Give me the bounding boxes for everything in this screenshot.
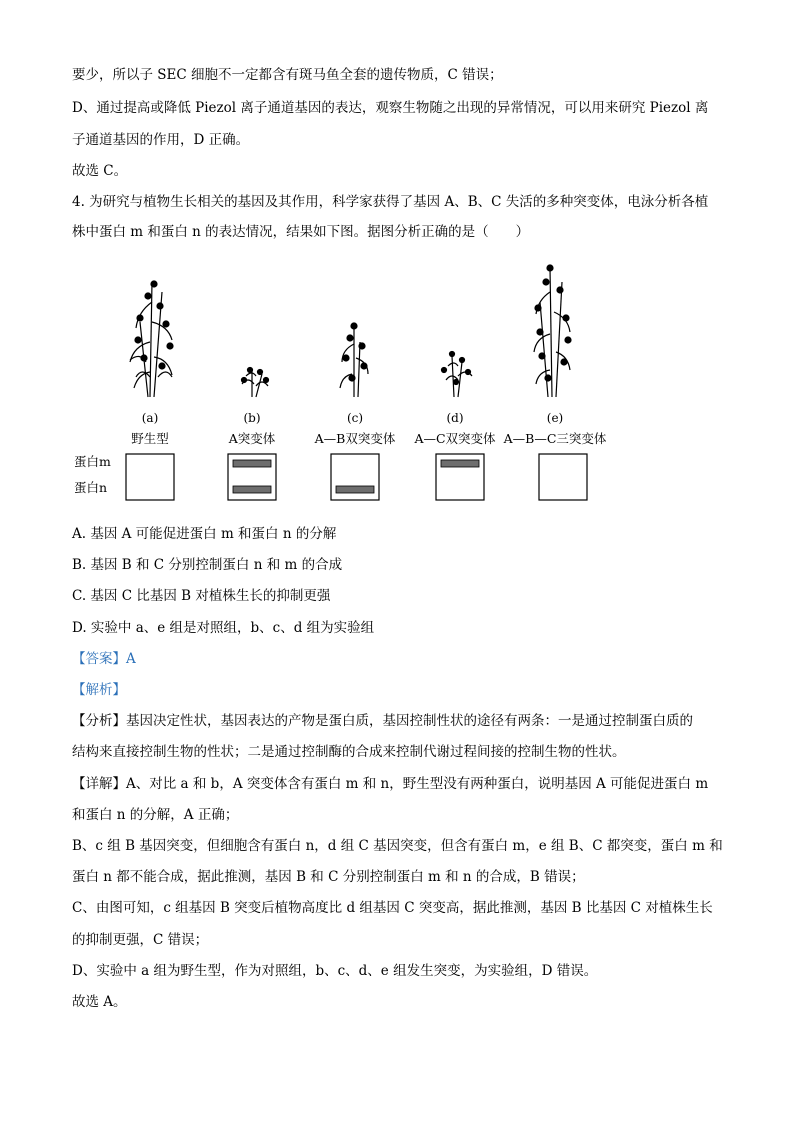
band-d-m [441, 460, 479, 467]
plant-label-b: (b) [243, 411, 261, 425]
answer-heading: 【答案】A [72, 651, 136, 667]
band-c-n [336, 486, 374, 493]
plant-b-illustration [242, 368, 269, 398]
detail-line: C、由图可知，c 组基因 B 突变后植物高度比 d 组基因 C 突变高，据此推测，基因 B 比基因 C 对植株生长 [72, 900, 713, 916]
electrophoresis-figure [70, 262, 630, 502]
plant-c-illustration [340, 323, 368, 397]
detail-line: 和蛋白 n 的分解，A 正确； [72, 807, 239, 823]
plant-label-e: (e) [546, 411, 564, 425]
text-line: 故选 C。 [72, 163, 128, 179]
genotype-label-c: A—B双突变体 [314, 431, 396, 446]
protein-m-label: 蛋白m [74, 454, 111, 469]
option-a: A. 基因 A 可能促进蛋白 m 和蛋白 n 的分解 [72, 526, 337, 542]
plant-label-c: (c) [346, 411, 364, 425]
question-stem: 株中蛋白 m 和蛋白 n 的表达情况，结果如下图。据图分析正确的是（ ） [72, 224, 530, 240]
plant-label-d: (d) [446, 411, 464, 425]
genotype-label-a: 野生型 [131, 431, 169, 446]
text-line: D、通过提高或降低 Piezol 离子通道基因的表达，观察生物随之出现的异常情况，可以用来研究 Piezol 离 [72, 100, 709, 116]
option-b: B. 基因 B 和 C 分别控制蛋白 n 和 m 的合成 [72, 557, 343, 573]
analysis-heading: 【解析】 [72, 682, 126, 698]
plant-e-illustration [534, 265, 571, 397]
analysis-line: 结构来直接控制生物的性状；二是通过控制酶的合成来控制代谢过程间接的控制生物的性状。 [72, 744, 626, 760]
gel-lane-e [539, 454, 587, 500]
plant-a-illustration [130, 281, 173, 397]
analysis-line: 【分析】基因决定性状，基因表达的产物是蛋白质，基因控制性状的途径有两条：一是通过控制蛋白质的 [72, 713, 693, 729]
plant-label-a: (a) [141, 411, 159, 425]
genotype-label-d: A—C双突变体 [414, 431, 496, 446]
detail-line: 蛋白 n 都不能合成，据此推测，基因 B 和 C 分别控制蛋白 m 和 n 的合成，B 错误； [72, 869, 585, 885]
genotype-label-b: A突变体 [228, 431, 276, 446]
detail-line: 【详解】A、对比 a 和 b，A 突变体含有蛋白 m 和 n，野生型没有两种蛋白，说明基因 A 可能促进蛋白 m [72, 776, 709, 792]
band-b-m [233, 460, 271, 467]
detail-line: 故选 A。 [72, 994, 127, 1010]
band-b-n [233, 486, 271, 493]
detail-line: 的抑制更强，C 错误； [72, 932, 209, 948]
option-c: C. 基因 C 比基因 B 对植株生长的抑制更强 [72, 588, 331, 604]
text-line: 子通道基因的作用，D 正确。 [72, 132, 250, 148]
text-line: 要少，所以子 SEC 细胞不一定都含有斑马鱼全套的遗传物质，C 错误； [72, 67, 503, 83]
option-d: D. 实验中 a、e 组是对照组，b、c、d 组为实验组 [72, 620, 375, 636]
detail-line: B、c 组 B 基因突变，但细胞含有蛋白 n，d 组 C 基因突变，但含有蛋白 m，e 组 B、C 都突变，蛋白 m 和 [72, 838, 723, 854]
question-stem: 4. 为研究与植物生长相关的基因及其作用，科学家获得了基因 A、B、C 失活的多种突变体，电泳分析各植 [72, 194, 709, 210]
detail-line: D、实验中 a 组为野生型，作为对照组，b、c、d、e 组发生突变，为实验组，D 错误。 [72, 963, 598, 979]
protein-n-label: 蛋白n [74, 480, 108, 495]
plant-d-illustration [442, 352, 473, 398]
gel-lane-a [126, 454, 174, 500]
genotype-label-e: A—B—C三突变体 [503, 431, 607, 446]
